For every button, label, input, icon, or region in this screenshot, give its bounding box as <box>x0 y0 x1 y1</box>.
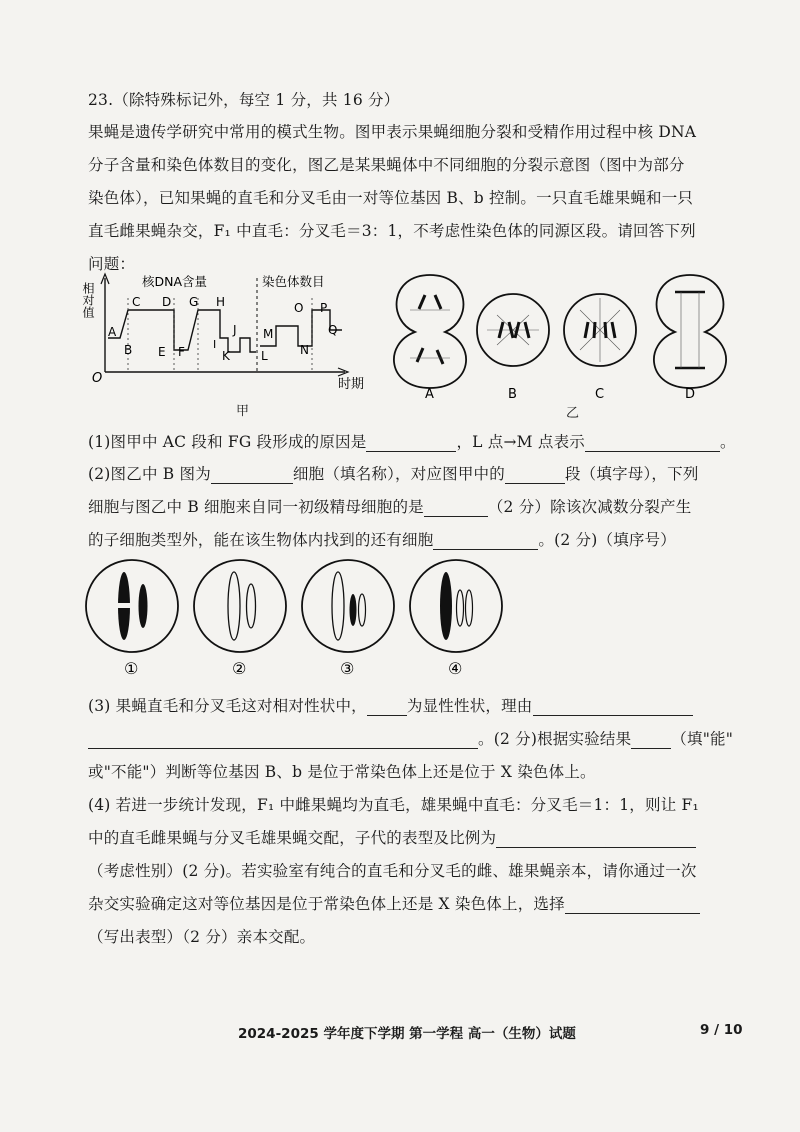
q3-line-3: 或"不能"）判断等位基因 B、b 是位于常染色体上还是位于 X 染色体上。 <box>88 763 596 781</box>
q2-text-2b: （2 分）除该次减数分裂产生 <box>487 498 692 516</box>
q4-blank-1[interactable] <box>496 830 696 848</box>
point-C: C <box>132 295 141 309</box>
point-I: I <box>213 338 217 351</box>
q2-blank-4[interactable] <box>433 532 538 550</box>
cell-label-A: A <box>425 387 434 402</box>
point-P: P <box>320 301 328 315</box>
point-L: L <box>261 349 268 363</box>
q2-blank-3[interactable] <box>424 499 488 517</box>
q1-line <box>88 430 736 452</box>
intro-line-1: 果蝇是遗传学研究中常用的模式生物。图甲表示果蝇细胞分裂和受精作用过程中核 DNA <box>88 123 697 141</box>
cell-label-D: D <box>685 387 696 402</box>
point-B: B <box>124 343 133 357</box>
origin-label: O <box>92 371 103 386</box>
point-N: N <box>300 343 309 357</box>
q1-blank-2[interactable] <box>585 434 720 452</box>
cell-C <box>564 294 636 366</box>
point-O: O <box>294 301 304 315</box>
point-J: J <box>233 323 237 337</box>
section2-title: 染色体数目 <box>262 274 325 289</box>
q3-blank-4[interactable] <box>631 731 671 749</box>
cell-B <box>477 294 549 366</box>
point-K: K <box>222 349 230 363</box>
q2-line-1 <box>88 462 699 484</box>
point-F: F <box>178 345 185 359</box>
q3-blank-3[interactable] <box>88 731 478 749</box>
small-cell-3 <box>302 560 394 652</box>
intro-line-2: 分子含量和染色体数目的变化，图乙是某果蝇体中不同细胞的分裂示意图（图中为部分 <box>88 156 685 174</box>
q2-text-1a: (2)图乙中 B 图为 <box>88 465 211 483</box>
page-number: 9 / 10 <box>700 1022 743 1038</box>
q3-text-1b: 为显性性状，理由 <box>406 697 533 715</box>
q3-text-2b: （填"能" <box>671 730 734 748</box>
point-A: A <box>108 325 117 339</box>
q1-text-b: ，L 点→M 点表示 <box>456 433 585 451</box>
q4-line-5: （写出表型）（2 分）亲本交配。 <box>88 928 316 946</box>
intro-line-4: 直毛雌果蝇杂交，F₁ 中直毛：分叉毛＝3：1，不考虑性染色体的同源区段。请回答下列 <box>88 222 696 240</box>
q2-text-1b: 细胞（填名称），对应图甲中的 <box>292 465 505 483</box>
cell-label-C: C <box>595 387 605 402</box>
small-cell-label-3: ③ <box>340 659 355 678</box>
q2-line-2 <box>88 495 691 517</box>
q3-line-1 <box>88 694 693 716</box>
cell-D <box>654 275 726 388</box>
cell-label-B: B <box>508 387 517 402</box>
q3-line-2 <box>88 727 733 749</box>
intro-line-3: 染色体），已知果蝇的直毛和分叉毛由一对等位基因 B、b 控制。一只直毛雄果蝇和一只 <box>88 189 694 207</box>
figure-yi-caption: 乙 <box>566 406 580 421</box>
q2-blank-2[interactable] <box>505 466 565 484</box>
small-cell-1 <box>86 560 178 652</box>
q4-text-4: 杂交实验确定这对等位基因是位于常染色体上还是 X 染色体上，选择 <box>88 895 565 913</box>
question-header: 23.（除特殊标记外，每空 1 分，共 16 分） <box>88 91 400 109</box>
small-cell-label-4: ④ <box>448 659 463 678</box>
cell-A <box>394 275 466 388</box>
x-axis-label: 时期 <box>338 377 365 392</box>
y-axis-label: 相对值 <box>81 282 95 318</box>
q4-line-2 <box>88 826 696 848</box>
figure-jia-graph <box>80 268 380 393</box>
q1-text-a: (1)图甲中 AC 段和 FG 段形成的原因是 <box>88 433 367 451</box>
footer-title: 2024-2025 学年度下学期 第一学程 高一（生物）试题 <box>238 1026 576 1042</box>
q4-line-4 <box>88 892 700 914</box>
figure-jia-caption: 甲 <box>236 404 250 419</box>
q4-blank-2[interactable] <box>565 896 700 914</box>
intro-line-5: 问题： <box>88 255 136 273</box>
q2-line-3 <box>88 528 676 550</box>
q2-blank-1[interactable] <box>211 466 293 484</box>
point-G: G <box>189 295 199 309</box>
q3-text-2a: 。(2 分)根据实验结果 <box>478 730 632 748</box>
q2-text-1c: 段（填字母），下列 <box>564 465 699 483</box>
point-D: D <box>162 295 172 309</box>
q3-blank-2[interactable] <box>533 698 693 716</box>
q4-text-2: 中的直毛雌果蝇与分叉毛雄果蝇交配，子代的表型及比例为 <box>88 829 497 847</box>
small-cell-2 <box>194 560 286 652</box>
figure-yi-cells <box>385 270 745 410</box>
point-M: M <box>263 327 274 341</box>
point-H: H <box>216 295 226 309</box>
small-cell-4 <box>410 560 502 652</box>
point-Q: Q <box>328 323 338 337</box>
point-E: E <box>158 345 166 359</box>
q2-text-3a: 的子细胞类型外，能在该生物体内找到的还有细胞 <box>88 531 434 549</box>
q1-text-c: 。 <box>719 433 736 451</box>
q3-text-1a: (3) 果蝇直毛和分叉毛这对相对性状中， <box>88 697 367 715</box>
small-cell-label-2: ② <box>232 659 247 678</box>
q2-text-3b: 。(2 分)（填序号） <box>538 531 676 549</box>
section1-title: 核DNA含量 <box>142 274 208 289</box>
q3-blank-1[interactable] <box>367 698 407 716</box>
q2-text-2a: 细胞与图乙中 B 细胞来自同一初级精母细胞的是 <box>88 498 424 516</box>
q4-line-3: （考虑性别）(2 分)。若实验室有纯合的直毛和分叉毛的雌、雄果蝇亲本，请你通过一次 <box>88 862 697 880</box>
q1-blank-1[interactable] <box>366 434 456 452</box>
q4-line-1: (4) 若进一步统计发现，F₁ 中雌果蝇均为直毛，雄果蝇中直毛：分叉毛＝1：1，则让 F₁ <box>88 796 699 814</box>
small-cells-figure <box>80 554 520 684</box>
small-cell-label-1: ① <box>124 659 139 678</box>
